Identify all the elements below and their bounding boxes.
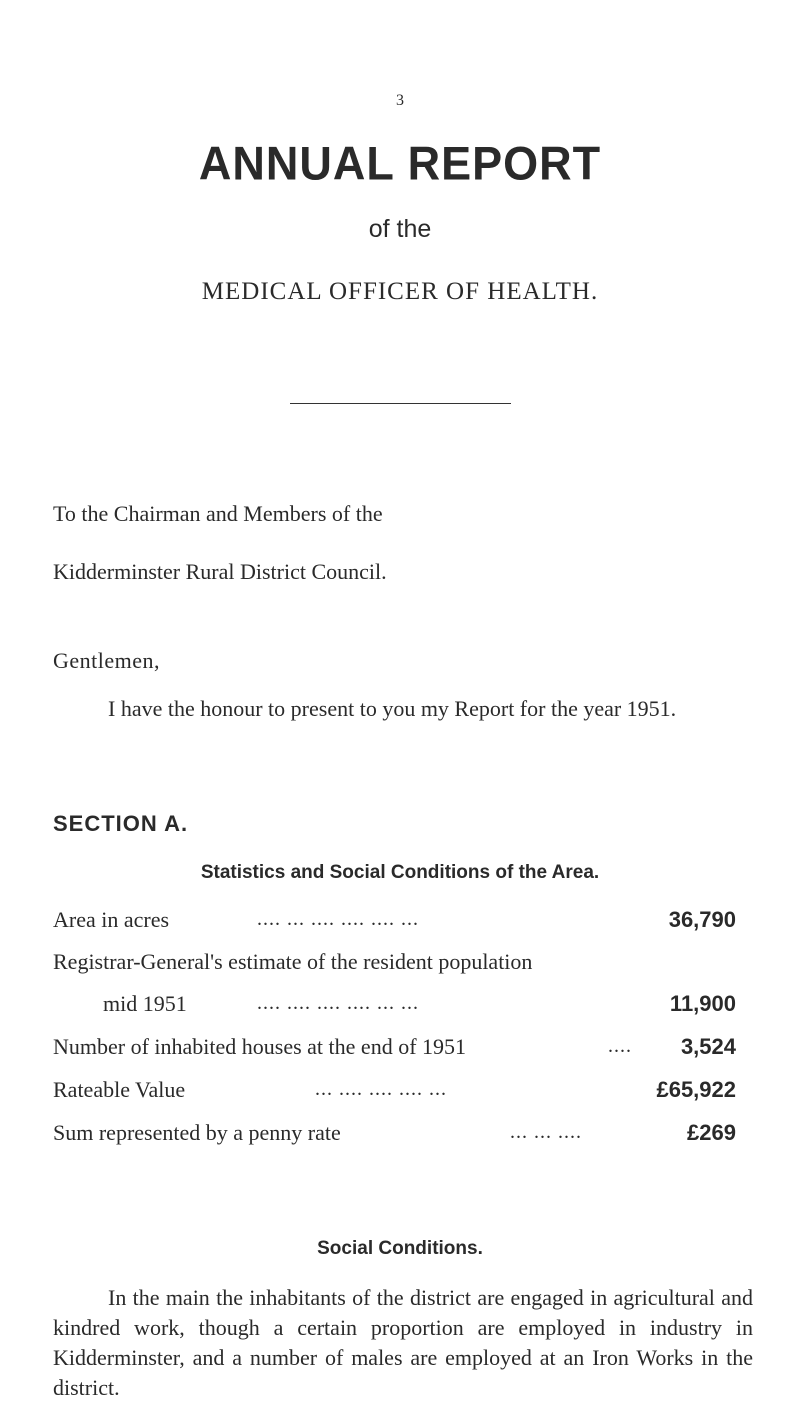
social-conditions-heading: Social Conditions. xyxy=(317,1238,483,1259)
addressee-line-2: Kidderminster Rural District Council. xyxy=(53,559,387,584)
salutation: Gentlemen, xyxy=(53,648,161,673)
stat-value-rateable-value: £65,922 xyxy=(656,1077,736,1102)
stat-label-penny-rate: Sum represented by a penny rate xyxy=(53,1120,341,1145)
stat-leader-dots: ... .... .... .... ... xyxy=(315,1078,447,1100)
intro-paragraph: I have the honour to present to you my Report for the year 1951. xyxy=(108,696,677,721)
stat-value-area: 36,790 xyxy=(668,907,736,932)
stat-leader-dots: .... ... .... .... .... ... xyxy=(257,908,419,930)
stat-value-penny-rate: £269 xyxy=(687,1120,736,1145)
divider-rule xyxy=(290,403,511,404)
title-of-the: of the xyxy=(368,215,432,243)
stat-label-rateable-value: Rateable Value xyxy=(53,1077,186,1102)
addressee-line-1: To the Chairman and Members of the xyxy=(53,501,383,526)
stat-value-houses: 3,524 xyxy=(680,1034,736,1059)
stat-label-area: Area in acres xyxy=(53,907,170,932)
stat-leader-dots: .... .... .... .... ... ... xyxy=(257,992,419,1014)
statistics-heading: Statistics and Social Conditions of the Area. xyxy=(200,862,600,883)
title-officer: MEDICAL OFFICER OF HEALTH. xyxy=(201,278,599,305)
stat-value-population: 11,900 xyxy=(669,991,736,1016)
stat-label-mid-1951: mid 1951 xyxy=(103,991,187,1016)
page-number: 3 xyxy=(396,92,404,109)
stat-label-houses: Number of inhabited houses at the end of 1951 xyxy=(53,1034,467,1059)
stat-leader-dots: ... ... .... xyxy=(510,1121,582,1143)
section-heading: SECTION A. xyxy=(53,811,189,836)
social-conditions-paragraph: In the main the inhabitants of the district are engaged in agricultural and kindred work, though a certain proportion are employed in industry in Kidderminster, and a number of males are employed at an Iron Works in the district. xyxy=(53,1285,753,1400)
stat-leader-dots: .... xyxy=(608,1035,632,1057)
stat-label-population: Registrar-General's estimate of the resident population xyxy=(53,949,533,974)
report-title: ANNUAL REPORT xyxy=(198,136,602,191)
